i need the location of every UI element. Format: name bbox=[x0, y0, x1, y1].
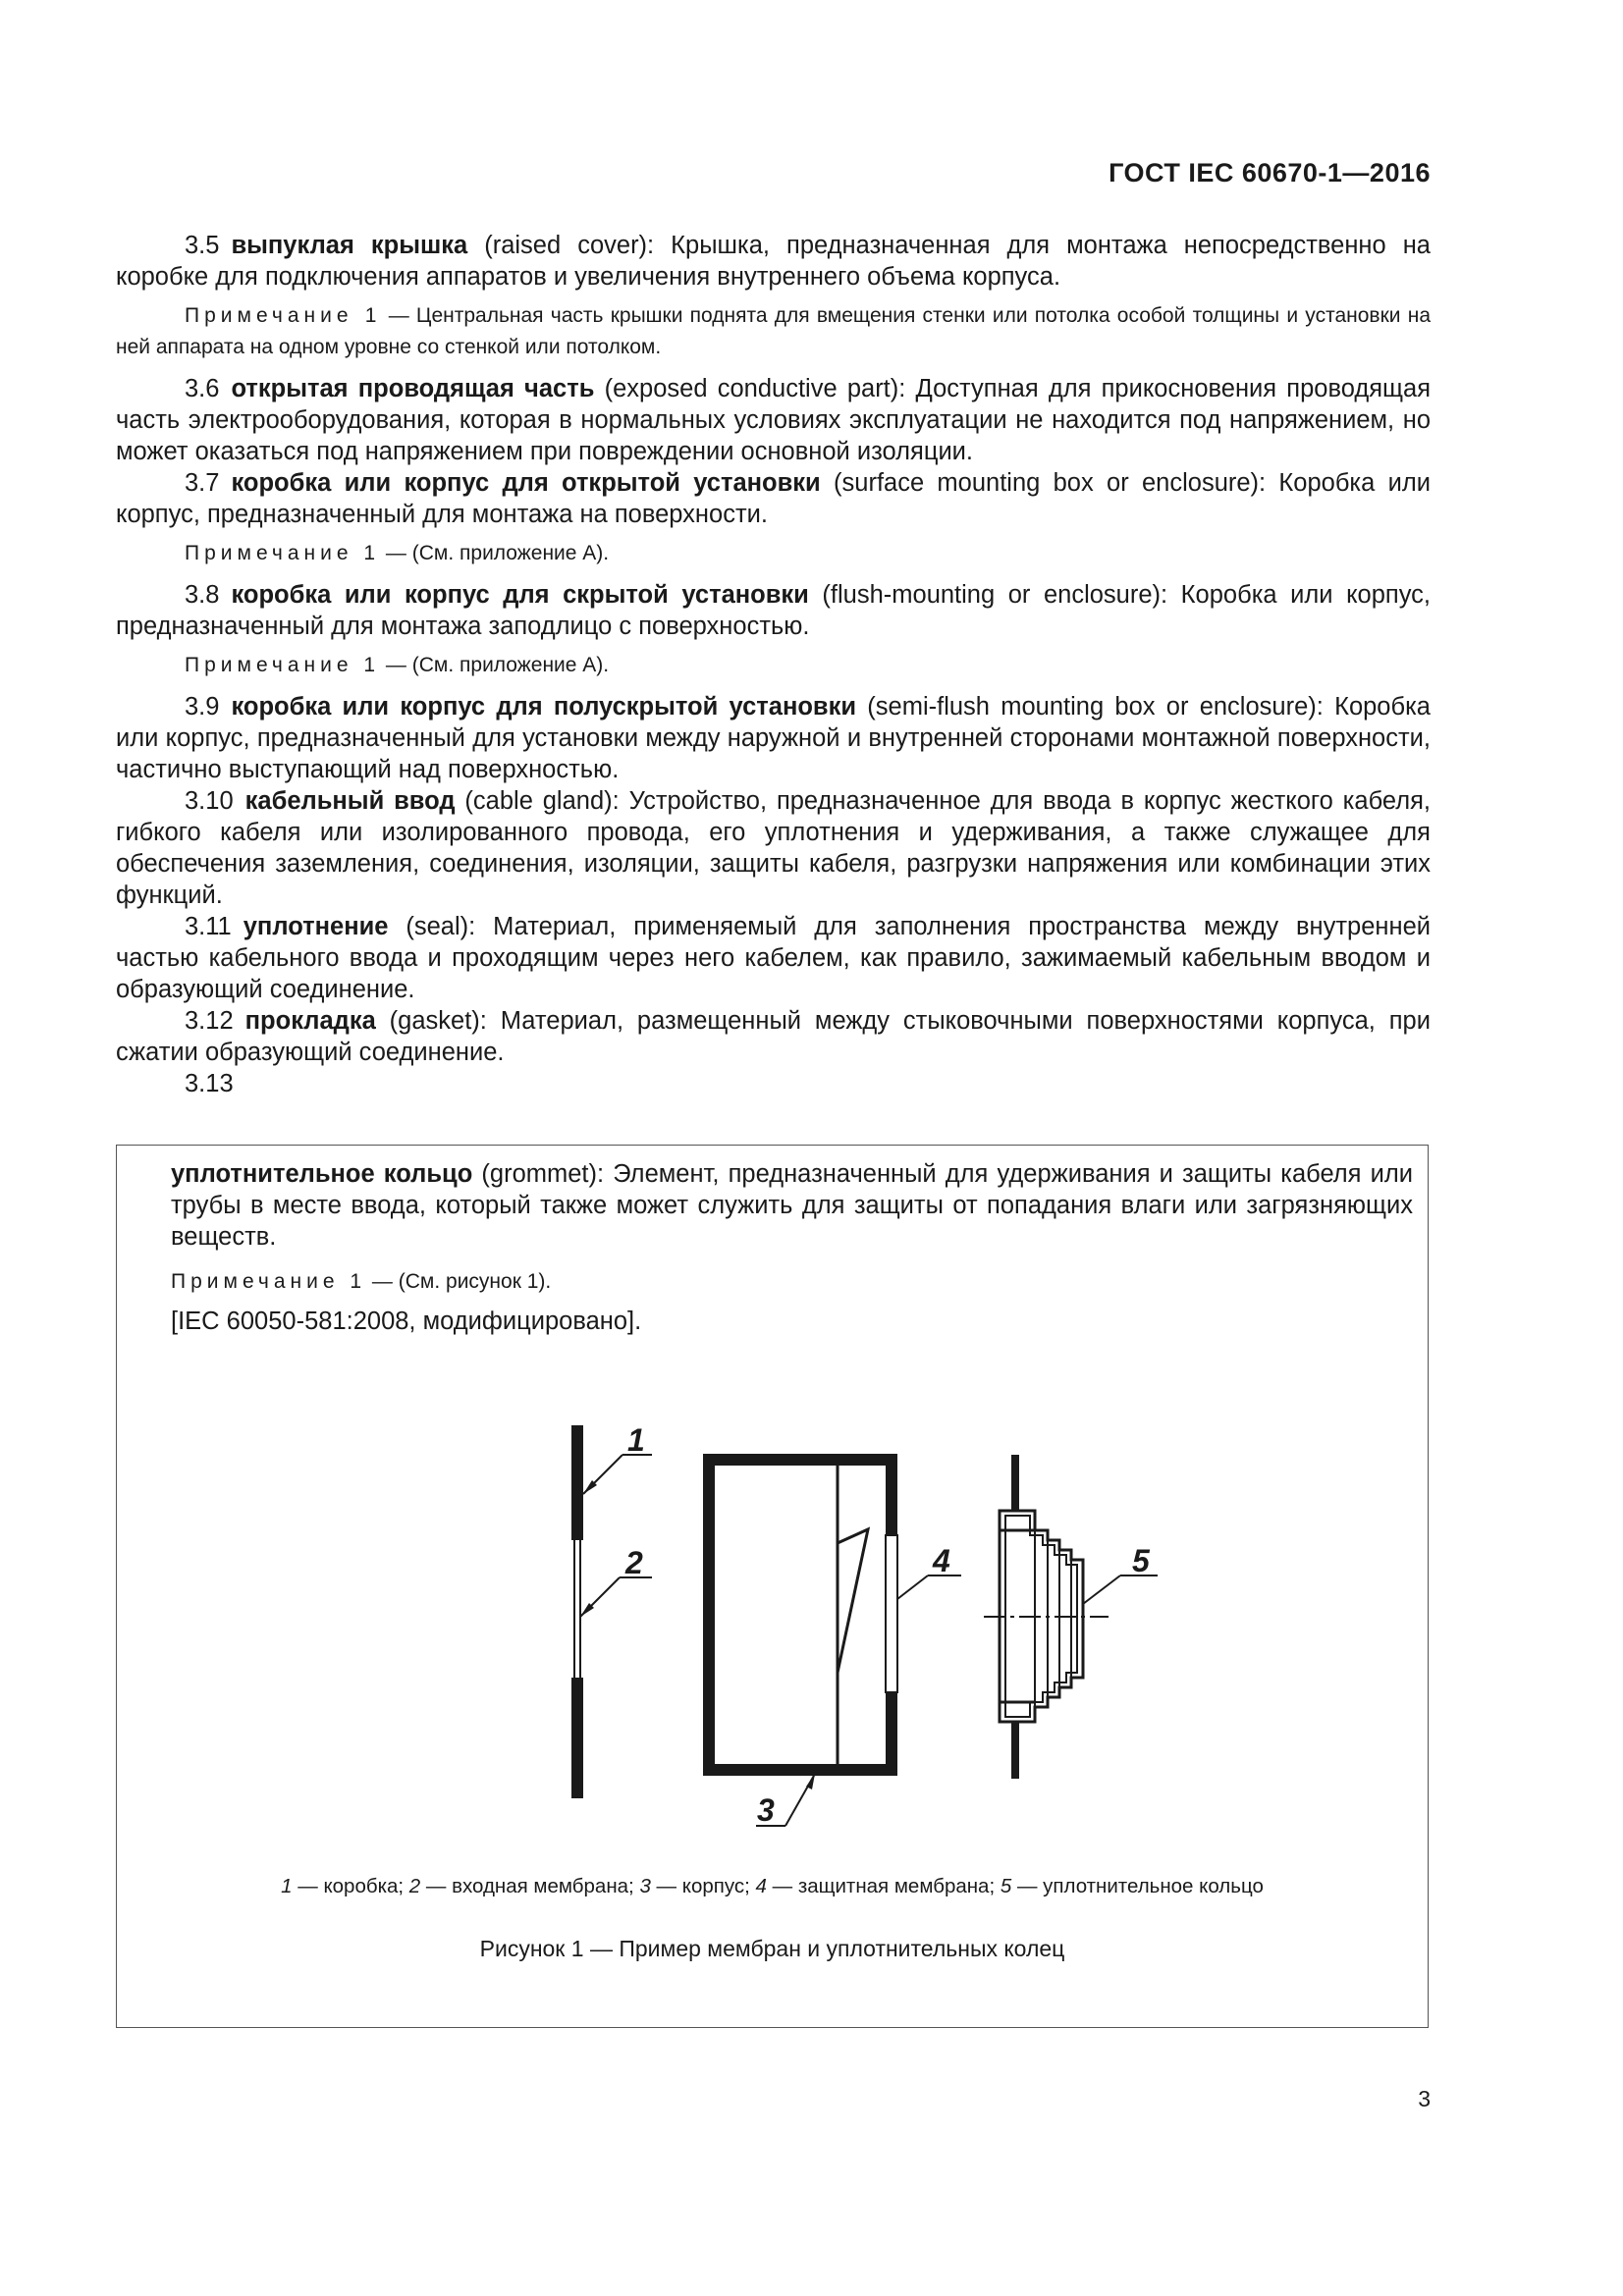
figure-1-drawing bbox=[431, 1415, 1158, 1857]
term-title: уплотнительное кольцо bbox=[171, 1160, 473, 1188]
label-3-leader bbox=[756, 1774, 815, 1828]
note-3-13: Примечание 1 — (См. рисунок 1). bbox=[171, 1270, 552, 1293]
label-5: 5 bbox=[1132, 1543, 1150, 1578]
figure-caption: Рисунок 1 — Пример мембран и уплотнительных колец bbox=[479, 1936, 1065, 1961]
source-reference: [IEC 60050-581:2008, модифицировано]. bbox=[171, 1308, 642, 1335]
term-3-11: 3.11 уплотнение (seal): Материал, применяемый для заполнения пространства между внутренней частью кабельного ввода и проходящим через него кабелем, как правило, зажимаемый кабельным вводом и образующий соединение. bbox=[116, 913, 1431, 1003]
term-3-12: 3.12 прокладка (gasket): Материал, размещенный между стыковочными поверхностями корпуса, при сжатии образующий соединение. bbox=[116, 1007, 1431, 1066]
label-1: 1 bbox=[627, 1422, 645, 1458]
term-title: выпуклая крышка bbox=[231, 232, 468, 259]
term-3-7: 3.7 коробка или корпус для открытой установки (surface mounting box or enclosure): Коробка или корпус, предназначенный для монтажа на поверхности. bbox=[116, 469, 1431, 528]
term-3-5: 3.5 выпуклая крышка (raised cover): Крышка, предназначенная для монтажа непосредственно на коробке для подключения аппаратов и увеличения внутреннего объема корпуса. bbox=[116, 232, 1431, 291]
label-5-leader bbox=[1083, 1543, 1158, 1604]
term-title: коробка или корпус для полускрытой установки bbox=[231, 693, 857, 721]
term-3-10: 3.10 кабельный ввод (cable gland): Устройство, предназначенное для ввода в корпус жесткого кабеля, гибкого кабеля или изолированного провода, его уплотнения и удерживания, а также служащее для обеспечения заземления, соединения, изоляции, защиты кабеля, разгрузки напряжения или комбинации этих функций. bbox=[116, 787, 1431, 909]
label-2: 2 bbox=[625, 1545, 643, 1580]
page-number: 3 bbox=[1418, 2086, 1431, 2111]
label-3: 3 bbox=[757, 1792, 775, 1828]
term-title: открытая проводящая часть bbox=[231, 375, 595, 402]
label-4-leader bbox=[897, 1543, 961, 1599]
enclosure bbox=[709, 1460, 897, 1770]
term-title: коробка или корпус для скрытой установки bbox=[231, 581, 809, 609]
figure-legend: 1 — коробка; 2 — входная мембрана; 3 — корпус; 4 — защитная мембрана; 5 — уплотнительное кольцо bbox=[281, 1875, 1264, 1897]
term-3-9: 3.9 коробка или корпус для полускрытой установки (semi-flush mounting box or enclosure): Коробка или корпус, предназначенный для установки между наружной и внутренней сторонами монтажной поверхности, частично выступающий над поверхностью. bbox=[116, 693, 1431, 783]
term-3-8: 3.8 коробка или корпус для скрытой установки (flush-mounting or enclosure): Коробка или корпус, предназначенный для монтажа заподлицо с поверхностью. bbox=[116, 581, 1431, 640]
term-title: коробка или корпус для открытой установки bbox=[231, 469, 821, 497]
document-id: ГОСТ IEC 60670-1—2016 bbox=[1109, 158, 1431, 187]
term-3-13-box bbox=[116, 1145, 1429, 2028]
term-3-13-number: 3.13 bbox=[185, 1070, 234, 1097]
term-3-13: уплотнительное кольцо (grommet): Элемент, предназначенный для удерживания и защиты кабеля или трубы в месте ввода, который также может служить для защиты от попадания влаги или загрязняющих веществ. bbox=[171, 1160, 1413, 1251]
note-3-5: Примечание 1 — Центральная часть крышки поднята для вмещения стенки или потолка особой толщины и установки на ней аппарата на одном уровне со стенкой или потолком. bbox=[116, 304, 1431, 358]
box-wall-with-membrane bbox=[571, 1425, 583, 1798]
term-3-6: 3.6 открытая проводящая часть (exposed conductive part): Доступная для прикосновения проводящая часть электрооборудования, которая в нормальных условиях эксплуатации не находится под напряжением, но может оказаться под напряжением при повреждении основной изоляции. bbox=[116, 375, 1431, 465]
label-1-leader bbox=[583, 1422, 652, 1494]
term-title: прокладка bbox=[244, 1007, 376, 1035]
label-4: 4 bbox=[933, 1543, 950, 1578]
note-3-8: Примечание 1 — (См. приложение А). bbox=[185, 654, 610, 676]
label-2-leader bbox=[580, 1545, 652, 1617]
grommet bbox=[984, 1455, 1109, 1779]
note-3-7: Примечание 1 — (См. приложение А). bbox=[185, 542, 610, 564]
terms-section bbox=[116, 230, 1431, 1099]
term-title: кабельный ввод bbox=[244, 787, 456, 815]
term-title: уплотнение bbox=[243, 913, 389, 940]
